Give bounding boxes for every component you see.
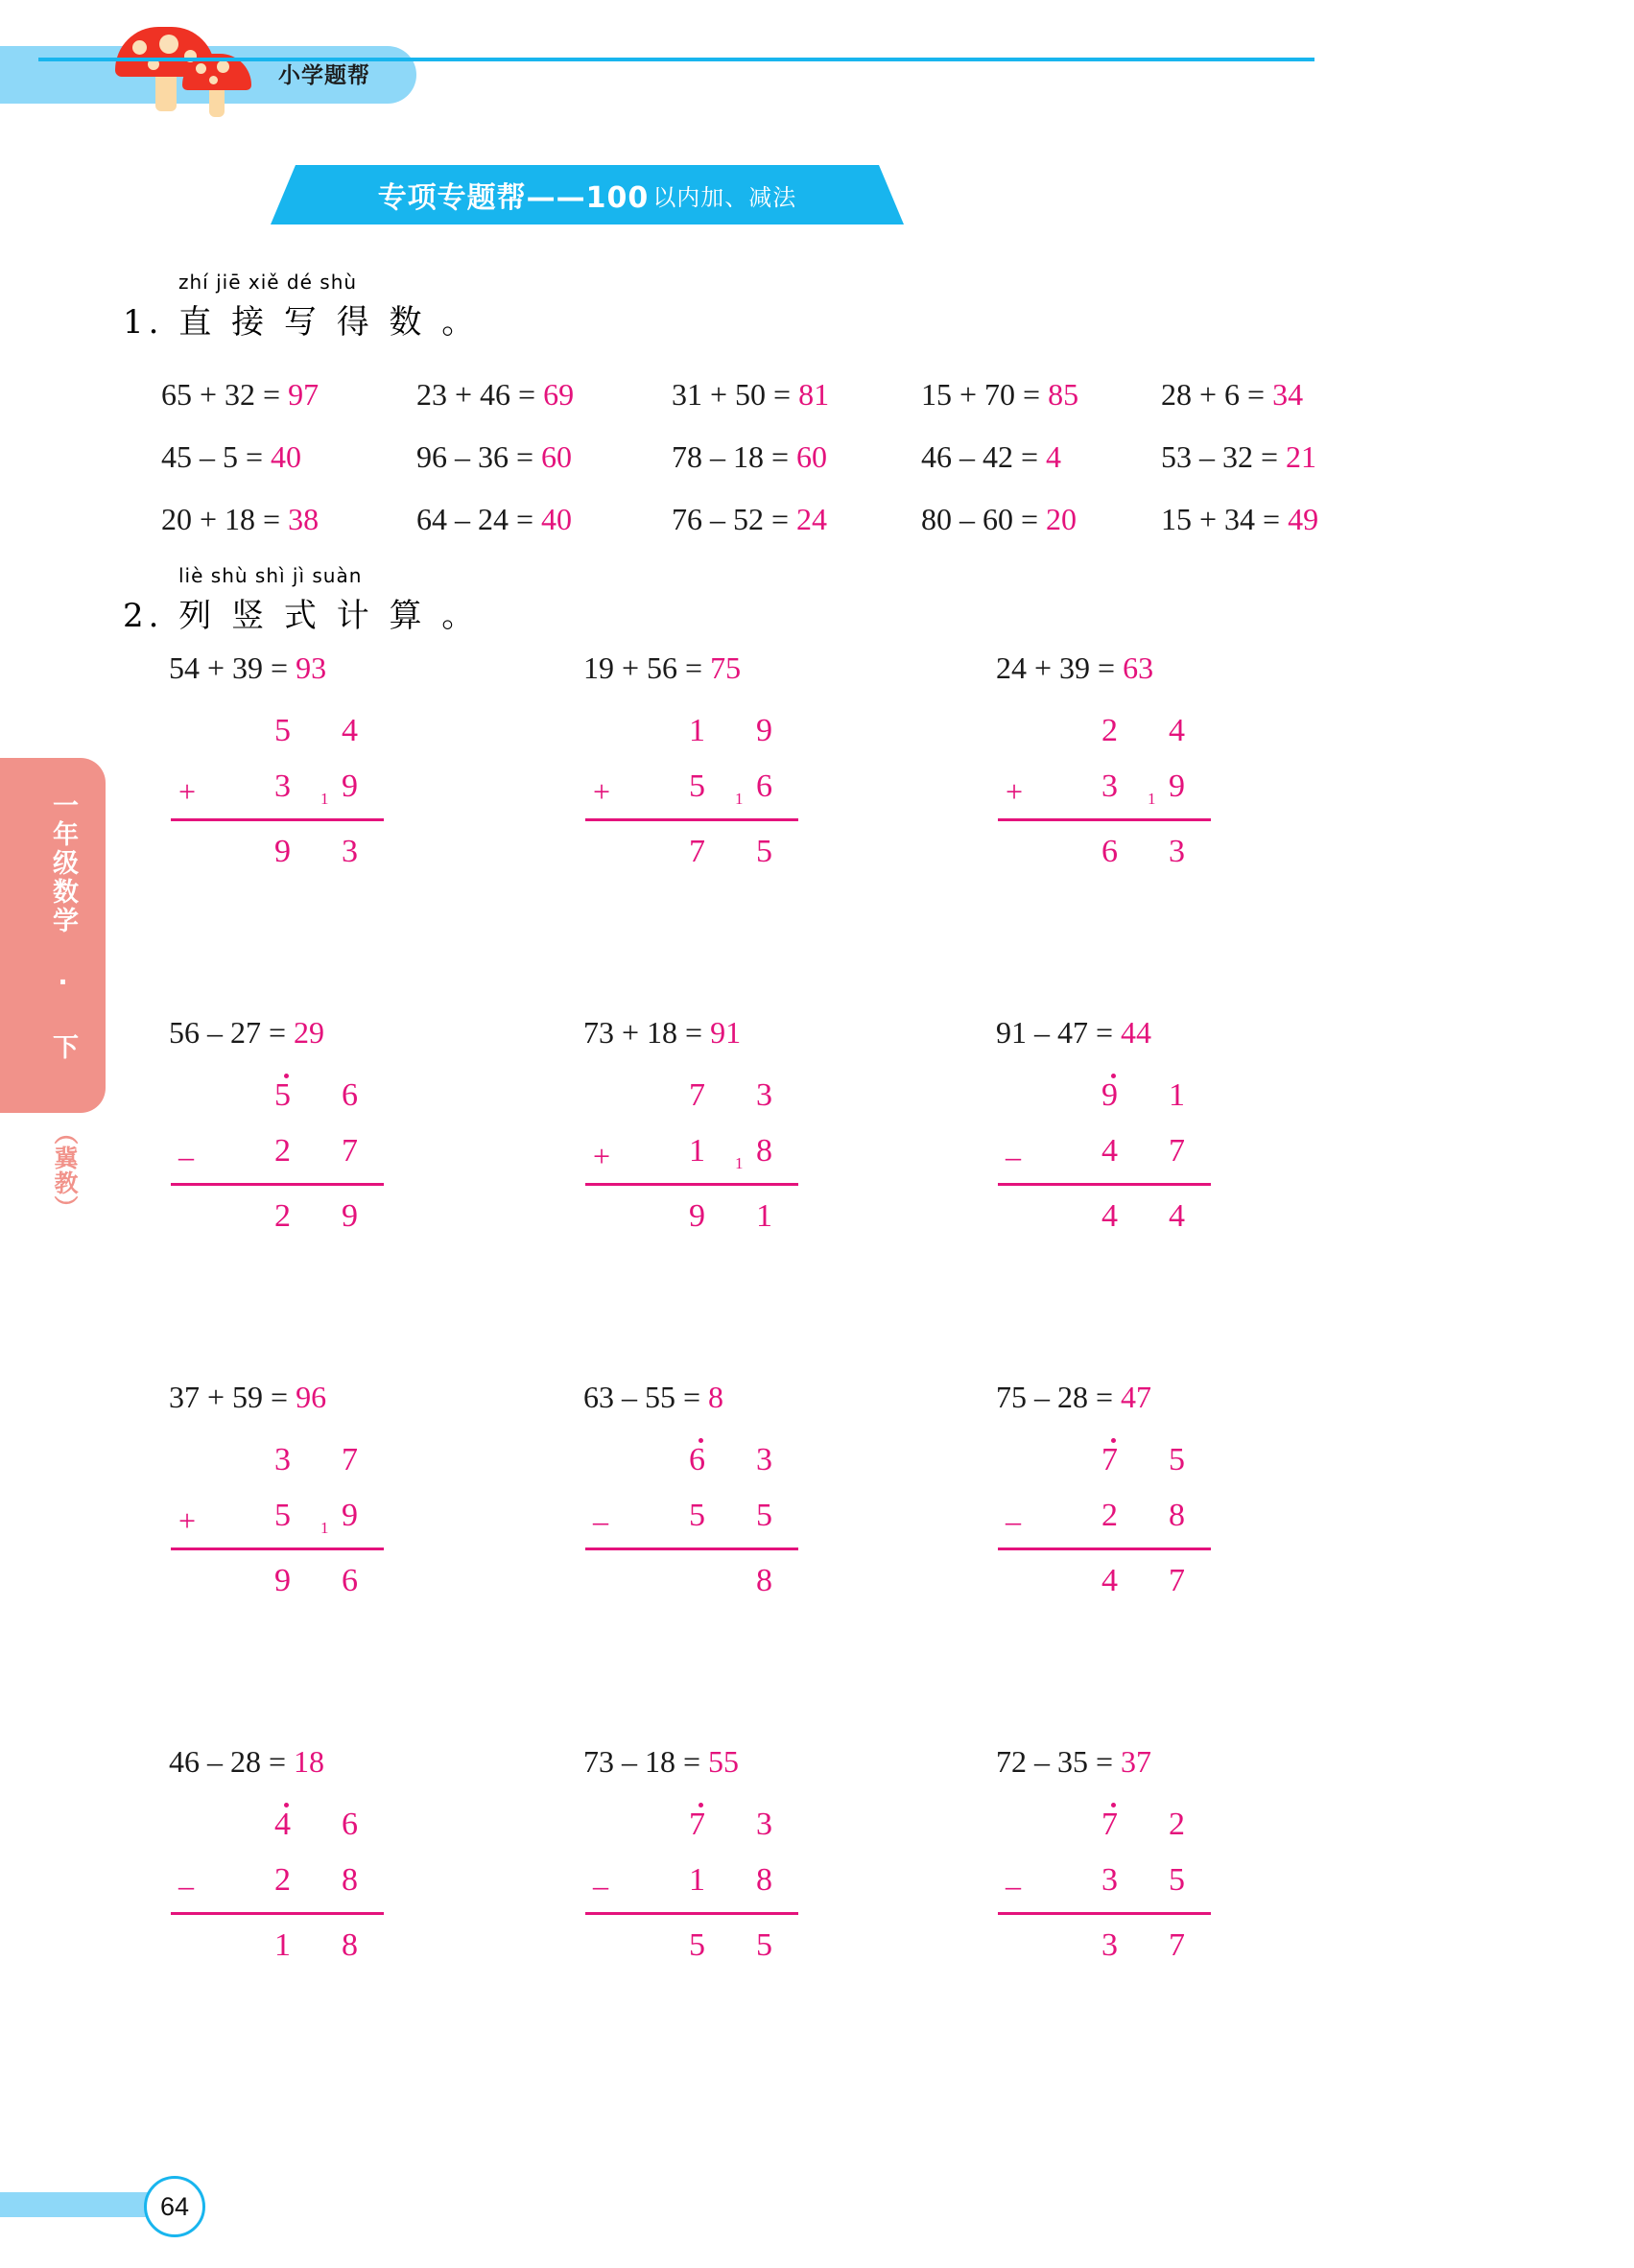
result-ones-digit: 7 (1169, 1927, 1185, 1963)
column-vertical-form (998, 1807, 1247, 1983)
equation-expression: 64 – 24 = (416, 502, 542, 536)
equation-expression: 15 + 34 = (1161, 502, 1289, 536)
column-rule-line (171, 1912, 384, 1915)
equation-expression: 80 – 60 = (921, 502, 1047, 536)
column-operator: – (178, 1139, 194, 1173)
column-rule-line (998, 818, 1211, 821)
top-ones-digit: 3 (756, 1442, 772, 1477)
column-answer: 75 (710, 650, 742, 685)
oral-equation (416, 439, 572, 475)
column-problem-header (583, 1744, 979, 1780)
column-operator: + (593, 774, 611, 809)
column-answer: 8 (708, 1380, 724, 1414)
column-expression: 91 – 47 = (996, 1015, 1122, 1050)
column-rule-line (585, 1547, 798, 1550)
column-problem-header (583, 650, 979, 686)
section-1-number: 1. (123, 303, 164, 342)
result-tens-digit: 4 (1101, 1563, 1118, 1598)
result-ones-digit: 8 (756, 1563, 772, 1598)
oral-equation (1161, 439, 1316, 475)
column-top-operand (998, 1442, 1247, 1498)
bottom-tens-digit: 3 (274, 768, 291, 804)
column-rule-line (998, 1912, 1211, 1915)
column-problem (161, 1380, 564, 1618)
column-operator: + (178, 774, 197, 809)
result-ones-digit: 3 (342, 834, 358, 869)
equation-answer: 97 (288, 377, 320, 412)
top-ones-digit: 3 (756, 1077, 772, 1113)
top-ones-digit: 9 (756, 713, 772, 748)
grade-tab-label: 一年级数学 · 下 (48, 791, 78, 1062)
top-ones-digit: 5 (1169, 1442, 1185, 1477)
column-result (171, 1198, 420, 1254)
equation-answer: 60 (541, 439, 573, 474)
top-ones-digit: 3 (756, 1807, 772, 1842)
column-vertical-form (585, 1807, 835, 1983)
equation-expression: 53 – 32 = (1161, 439, 1287, 474)
column-answer: 18 (294, 1744, 325, 1779)
equation-expression: 45 – 5 = (161, 439, 272, 474)
column-problem (576, 650, 979, 889)
column-top-operand (171, 1442, 420, 1498)
column-top-operand (998, 1807, 1247, 1862)
top-tens-digit: 7 (689, 1807, 705, 1842)
page-number: 64 (144, 2176, 205, 2237)
equation-expression: 65 + 32 = (161, 377, 289, 412)
result-ones-digit: 5 (756, 1927, 772, 1963)
column-answer: 29 (294, 1015, 325, 1050)
bottom-tens-digit: 3 (1101, 1862, 1118, 1898)
carry-digit: 1 (320, 1519, 329, 1537)
equation-answer: 20 (1046, 502, 1077, 536)
column-operator: – (1006, 1868, 1021, 1902)
result-tens-digit: 9 (689, 1198, 705, 1234)
page-title-main: 专项专题帮——100 (377, 181, 650, 215)
column-problem-header (996, 1380, 1391, 1415)
section-heading-1 (123, 271, 479, 343)
column-problem-header (169, 650, 564, 686)
section-2-pinyin: liè shù shì jì suàn (178, 564, 363, 587)
column-result (998, 1927, 1247, 1983)
column-bottom-operand (585, 1862, 835, 1918)
column-operator: + (178, 1503, 197, 1538)
column-vertical-form (171, 1077, 420, 1254)
bottom-ones-digit: 8 (1169, 1498, 1185, 1533)
oral-row (0, 502, 1634, 546)
column-answer: 63 (1123, 650, 1154, 685)
oral-equation (161, 377, 319, 413)
top-tens-digit: 6 (689, 1442, 705, 1477)
column-vertical-form (585, 1077, 835, 1254)
result-ones-digit: 8 (342, 1927, 358, 1963)
publisher-label: （冀教） (51, 1121, 79, 1220)
column-problem (161, 1744, 564, 1983)
top-tens-digit: 7 (1101, 1807, 1118, 1842)
oral-row (0, 439, 1634, 484)
column-operator: + (593, 1139, 611, 1173)
column-result (585, 834, 835, 889)
column-vertical-form (998, 713, 1247, 889)
bottom-tens-digit: 1 (689, 1862, 705, 1898)
column-top-operand (171, 1077, 420, 1133)
column-problem (988, 1744, 1391, 1983)
column-vertical-form (171, 1807, 420, 1983)
column-problem (576, 1015, 979, 1254)
column-bottom-operand (171, 768, 420, 824)
bottom-tens-digit: 5 (274, 1498, 291, 1533)
oral-equation (672, 439, 827, 475)
top-tens-digit: 7 (1101, 1442, 1118, 1477)
column-top-operand (171, 713, 420, 768)
mushroom-small-icon (182, 54, 255, 111)
column-answer: 37 (1121, 1744, 1152, 1779)
bottom-tens-digit: 5 (689, 768, 705, 804)
carry-digit: 1 (735, 1154, 744, 1172)
equation-expression: 15 + 70 = (921, 377, 1049, 412)
column-problem (161, 1015, 564, 1254)
bottom-ones-digit: 8 (756, 1133, 772, 1169)
top-ones-digit: 6 (342, 1807, 358, 1842)
column-top-operand (585, 1807, 835, 1862)
column-vertical-form (998, 1442, 1247, 1618)
equation-answer: 49 (1288, 502, 1319, 536)
column-top-operand (171, 1807, 420, 1862)
column-vertical-form (171, 1442, 420, 1618)
bottom-ones-digit: 5 (1169, 1862, 1185, 1898)
oral-equation (1161, 502, 1318, 537)
column-operator: – (593, 1868, 608, 1902)
section-heading-2 (123, 564, 479, 636)
bottom-tens-digit: 1 (689, 1133, 705, 1169)
column-expression: 46 – 28 = (169, 1744, 295, 1779)
oral-equation (921, 377, 1078, 413)
column-problem (161, 650, 564, 889)
column-top-operand (998, 713, 1247, 768)
column-answer: 93 (296, 650, 327, 685)
column-operator: – (1006, 1139, 1021, 1173)
page-title-banner (271, 165, 904, 224)
column-expression: 75 – 28 = (996, 1380, 1122, 1414)
bottom-ones-digit: 9 (342, 1498, 358, 1533)
column-rule-line (171, 818, 384, 821)
column-rule-line (998, 1183, 1211, 1186)
equation-expression: 20 + 18 = (161, 502, 289, 536)
column-result (171, 1563, 420, 1618)
column-bottom-operand (171, 1862, 420, 1918)
top-ones-digit: 1 (1169, 1077, 1185, 1113)
equation-answer: 85 (1048, 377, 1079, 412)
column-answer: 96 (296, 1380, 327, 1414)
column-vertical-form (998, 1077, 1247, 1254)
column-problem-header (583, 1380, 979, 1415)
column-expression: 73 + 18 = (583, 1015, 711, 1050)
equation-answer: 81 (798, 377, 830, 412)
oral-equation (921, 502, 1077, 537)
column-expression: 37 + 59 = (169, 1380, 296, 1414)
result-tens-digit: 9 (274, 1563, 291, 1598)
section-1-pinyin: zhí jiē xiě dé shù (178, 271, 358, 294)
equation-expression: 23 + 46 = (416, 377, 544, 412)
column-rule-line (585, 818, 798, 821)
column-problem-header (169, 1380, 564, 1415)
carry-digit: 1 (1148, 790, 1156, 808)
column-top-operand (585, 713, 835, 768)
equation-expression: 96 – 36 = (416, 439, 542, 474)
column-vertical-form (171, 713, 420, 889)
column-bottom-operand (171, 1498, 420, 1553)
column-bottom-operand (171, 1133, 420, 1189)
result-tens-digit: 3 (1101, 1927, 1118, 1963)
column-bottom-operand (998, 1862, 1247, 1918)
equation-answer: 34 (1272, 377, 1304, 412)
top-ones-digit: 7 (342, 1442, 358, 1477)
carry-digit: 1 (320, 790, 329, 808)
title-underline (38, 58, 1314, 61)
column-expression: 72 – 35 = (996, 1744, 1122, 1779)
result-tens-digit: 5 (689, 1927, 705, 1963)
column-expression: 24 + 39 = (996, 650, 1124, 685)
column-rule-line (998, 1547, 1211, 1550)
equation-answer: 21 (1286, 439, 1317, 474)
column-result (998, 834, 1247, 889)
top-tens-digit: 4 (274, 1807, 291, 1842)
equation-expression: 76 – 52 = (672, 502, 797, 536)
column-answer: 91 (710, 1015, 742, 1050)
oral-equation (161, 502, 319, 537)
bottom-ones-digit: 9 (342, 768, 358, 804)
column-result (998, 1198, 1247, 1254)
column-problem (988, 1015, 1391, 1254)
column-bottom-operand (585, 1133, 835, 1189)
result-ones-digit: 5 (756, 834, 772, 869)
bottom-tens-digit: 2 (1101, 1498, 1118, 1533)
column-problem (576, 1744, 979, 1983)
column-answer: 55 (708, 1744, 740, 1779)
column-problem (576, 1380, 979, 1618)
column-expression: 56 – 27 = (169, 1015, 295, 1050)
section-2-text: 列 竖 式 计 算 。 (178, 597, 480, 635)
column-expression: 63 – 55 = (583, 1380, 709, 1414)
column-problem-header (169, 1015, 564, 1051)
column-problem-header (169, 1744, 564, 1780)
bottom-ones-digit: 8 (756, 1862, 772, 1898)
top-tens-digit: 5 (274, 1077, 291, 1113)
top-tens-digit: 7 (689, 1077, 705, 1113)
equation-expression: 31 + 50 = (672, 377, 799, 412)
oral-equation (921, 439, 1061, 475)
equation-answer: 60 (796, 439, 828, 474)
bottom-tens-digit: 5 (689, 1498, 705, 1533)
column-problem (988, 650, 1391, 889)
bottom-ones-digit: 7 (1169, 1133, 1185, 1169)
section-1-title (123, 295, 479, 343)
column-result (585, 1198, 835, 1254)
equation-expression: 46 – 42 = (921, 439, 1047, 474)
equation-answer: 40 (271, 439, 302, 474)
column-rule-line (171, 1183, 384, 1186)
bottom-ones-digit: 6 (756, 768, 772, 804)
top-tens-digit: 5 (274, 713, 291, 748)
equation-expression: 28 + 6 = (1161, 377, 1273, 412)
column-bottom-operand (998, 1498, 1247, 1553)
column-rule-line (585, 1912, 798, 1915)
column-result (171, 1927, 420, 1983)
top-ones-digit: 2 (1169, 1807, 1185, 1842)
carry-digit: 1 (735, 790, 744, 808)
result-tens-digit: 2 (274, 1198, 291, 1234)
top-tens-digit: 9 (1101, 1077, 1118, 1113)
bottom-tens-digit: 4 (1101, 1133, 1118, 1169)
column-result (171, 834, 420, 889)
equation-answer: 24 (796, 502, 828, 536)
oral-equation (1161, 377, 1303, 413)
page-title (271, 165, 904, 224)
column-bottom-operand (585, 768, 835, 824)
column-bottom-operand (998, 768, 1247, 824)
result-tens-digit: 7 (689, 834, 705, 869)
result-ones-digit: 9 (342, 1198, 358, 1234)
section-1-text: 直 接 写 得 数 。 (178, 303, 480, 342)
column-operator: + (1006, 774, 1024, 809)
top-tens-digit: 1 (689, 713, 705, 748)
column-problem-header (583, 1015, 979, 1051)
result-tens-digit: 1 (274, 1927, 291, 1963)
bottom-tens-digit: 2 (274, 1862, 291, 1898)
column-bottom-operand (998, 1133, 1247, 1189)
column-vertical-form (585, 1442, 835, 1618)
oral-equation (672, 377, 829, 413)
column-expression: 54 + 39 = (169, 650, 296, 685)
brand-label: 小学题帮 (278, 63, 370, 88)
column-vertical-form (585, 713, 835, 889)
result-ones-digit: 4 (1169, 1198, 1185, 1234)
bottom-ones-digit: 5 (756, 1498, 772, 1533)
page-title-suffix: 以内加、减法 (652, 183, 797, 211)
column-bottom-operand (585, 1498, 835, 1553)
top-tens-digit: 2 (1101, 713, 1118, 748)
equation-answer: 40 (541, 502, 573, 536)
bottom-tens-digit: 3 (1101, 768, 1118, 804)
result-ones-digit: 7 (1169, 1563, 1185, 1598)
column-expression: 19 + 56 = (583, 650, 711, 685)
result-ones-digit: 3 (1169, 834, 1185, 869)
top-ones-digit: 4 (1169, 713, 1185, 748)
column-result (585, 1563, 835, 1618)
column-answer: 47 (1121, 1380, 1152, 1414)
bottom-ones-digit: 9 (1169, 768, 1185, 804)
section-2-title (123, 589, 479, 636)
column-answer: 44 (1121, 1015, 1152, 1050)
oral-equation (672, 502, 827, 537)
equation-answer: 69 (543, 377, 575, 412)
column-rule-line (585, 1183, 798, 1186)
result-ones-digit: 6 (342, 1563, 358, 1598)
column-operator: – (178, 1868, 194, 1902)
column-problem (988, 1380, 1391, 1618)
column-top-operand (998, 1077, 1247, 1133)
column-operator: – (1006, 1503, 1021, 1538)
top-ones-digit: 4 (342, 713, 358, 748)
column-top-operand (585, 1077, 835, 1133)
column-result (998, 1563, 1247, 1618)
column-problem-header (996, 650, 1391, 686)
result-ones-digit: 1 (756, 1198, 772, 1234)
top-ones-digit: 6 (342, 1077, 358, 1113)
bottom-ones-digit: 8 (342, 1862, 358, 1898)
result-tens-digit: 6 (1101, 834, 1118, 869)
column-result (585, 1927, 835, 1983)
top-tens-digit: 3 (274, 1442, 291, 1477)
column-problem-header (996, 1015, 1391, 1051)
section-2-number: 2. (123, 597, 164, 635)
column-operator: – (593, 1503, 608, 1538)
bottom-ones-digit: 7 (342, 1133, 358, 1169)
equation-expression: 78 – 18 = (672, 439, 797, 474)
column-top-operand (585, 1442, 835, 1498)
oral-equation (416, 377, 574, 413)
column-rule-line (171, 1547, 384, 1550)
result-tens-digit: 9 (274, 834, 291, 869)
bottom-tens-digit: 2 (274, 1133, 291, 1169)
oral-row (0, 377, 1634, 421)
oral-equation (416, 502, 572, 537)
oral-equation (161, 439, 301, 475)
equation-answer: 4 (1046, 439, 1062, 474)
result-tens-digit: 4 (1101, 1198, 1118, 1234)
column-problem-header (996, 1744, 1391, 1780)
column-expression: 73 – 18 = (583, 1744, 709, 1779)
equation-answer: 38 (288, 502, 320, 536)
